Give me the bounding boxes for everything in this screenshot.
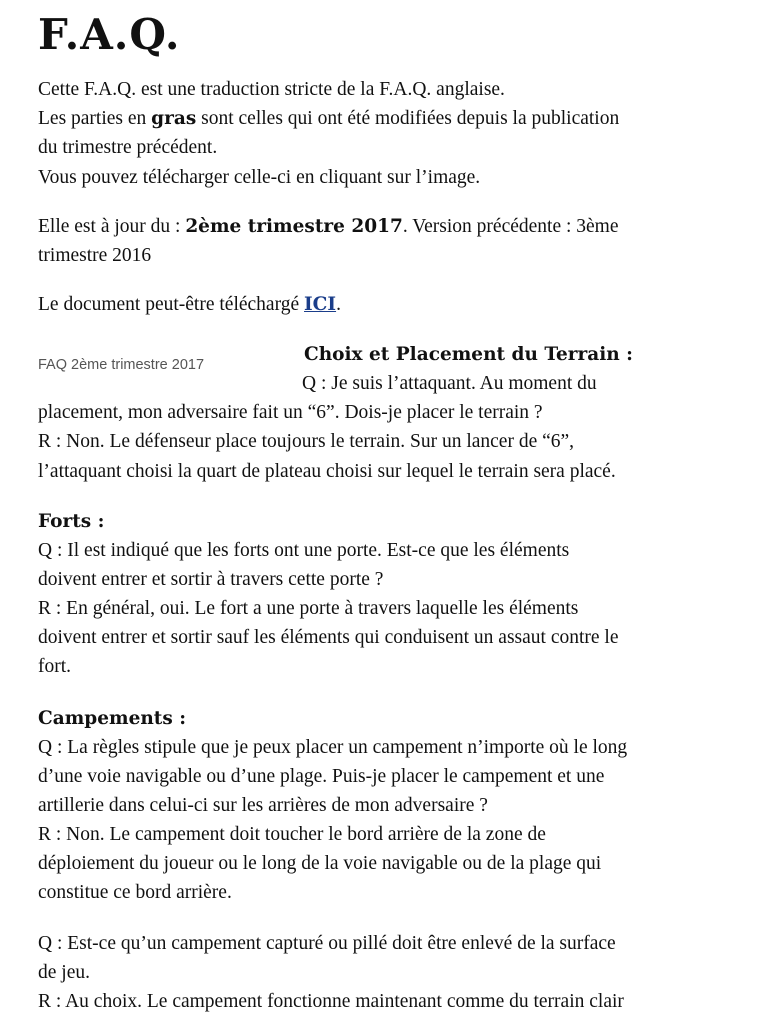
forts-line-3: R : En général, oui. Le fort a une porte à travers laquelle les éléments [38,598,579,619]
intro-bold-word: gras [151,108,197,129]
section-heading-terrain [304,340,633,369]
campements-line-7: Q : Est-ce qu’un campement capturé ou pillé doit être enlevé de la surface [38,933,616,954]
update-current-version: 2ème trimestre 2017 [185,216,403,237]
page-title: F.A.Q. [38,10,181,59]
update-line-1 [38,212,619,241]
terrain-line-3: R : Non. Le défenseur place toujours le terrain. Sur un lancer de “6”, [38,431,575,452]
forts-line-5: fort. [38,656,72,677]
section-heading-campements [38,704,186,733]
campements-heading-text: Campements : [38,708,187,729]
download-post: . [336,294,341,315]
campements-line-5: déploiement du joueur ou le long de la voie navigable ou de la plage qui [38,853,602,874]
intro-line-2-pre: Les parties en [38,108,152,129]
forts-line-2: doivent entrer et sortir à travers cette porte ? [38,569,384,590]
forts-line-1: Q : Il est indiqué que les forts ont une porte. Est-ce que les éléments [38,540,570,561]
intro-line-1: Cette F.A.Q. est une traduction stricte de la F.A.Q. anglaise. [38,79,505,100]
intro-line-4: Vous pouvez télécharger celle-ci en cliquant sur l’image. [38,167,481,188]
campements-line-6: constitue ce bord arrière. [38,882,232,903]
campements-line-9: R : Au choix. Le campement fonctionne maintenant comme du terrain clair [38,991,624,1012]
intro-line-2-post: sont celles qui ont été modifiées depuis la publication [196,108,620,129]
intro-line-2 [38,104,619,133]
campements-line-1: Q : La règles stipule que je peux placer un campement n’importe où le long [38,737,628,758]
update-line-2: trimestre 2016 [38,245,152,266]
forts-line-4: doivent entrer et sortir sauf les éléments qui conduisent un assaut contre le [38,627,619,648]
campements-line-4: R : Non. Le campement doit toucher le bord arrière de la zone de [38,824,546,845]
campements-line-3: artillerie dans celui-ci sur les arrières de mon adversaire ? [38,795,488,816]
download-line [38,290,341,319]
terrain-line-4: l’attaquant choisi la quart de plateau choisi sur lequel le terrain sera placé. [38,461,616,482]
terrain-line-1: Q : Je suis l’attaquant. Au moment du [302,373,597,394]
campements-line-2: d’une voie navigable ou d’une plage. Puis-je placer le campement et une [38,766,605,787]
forts-heading-text: Forts : [38,511,105,532]
terrain-line-2: placement, mon adversaire fait un “6”. Dois-je placer le terrain ? [38,402,543,423]
image-caption[interactable]: FAQ 2ème trimestre 2017 [38,357,205,373]
intro-line-3: du trimestre précédent. [38,137,218,158]
update-pre: Elle est à jour du : [38,216,186,237]
update-post: . Version précédente : 3ème [402,216,619,237]
section-heading-forts [38,507,104,536]
download-link[interactable]: ICI [304,294,337,315]
campements-line-8: de jeu. [38,962,90,983]
terrain-heading-text: Choix et Placement du Terrain : [304,344,633,365]
download-pre: Le document peut-être téléchargé [38,294,305,315]
